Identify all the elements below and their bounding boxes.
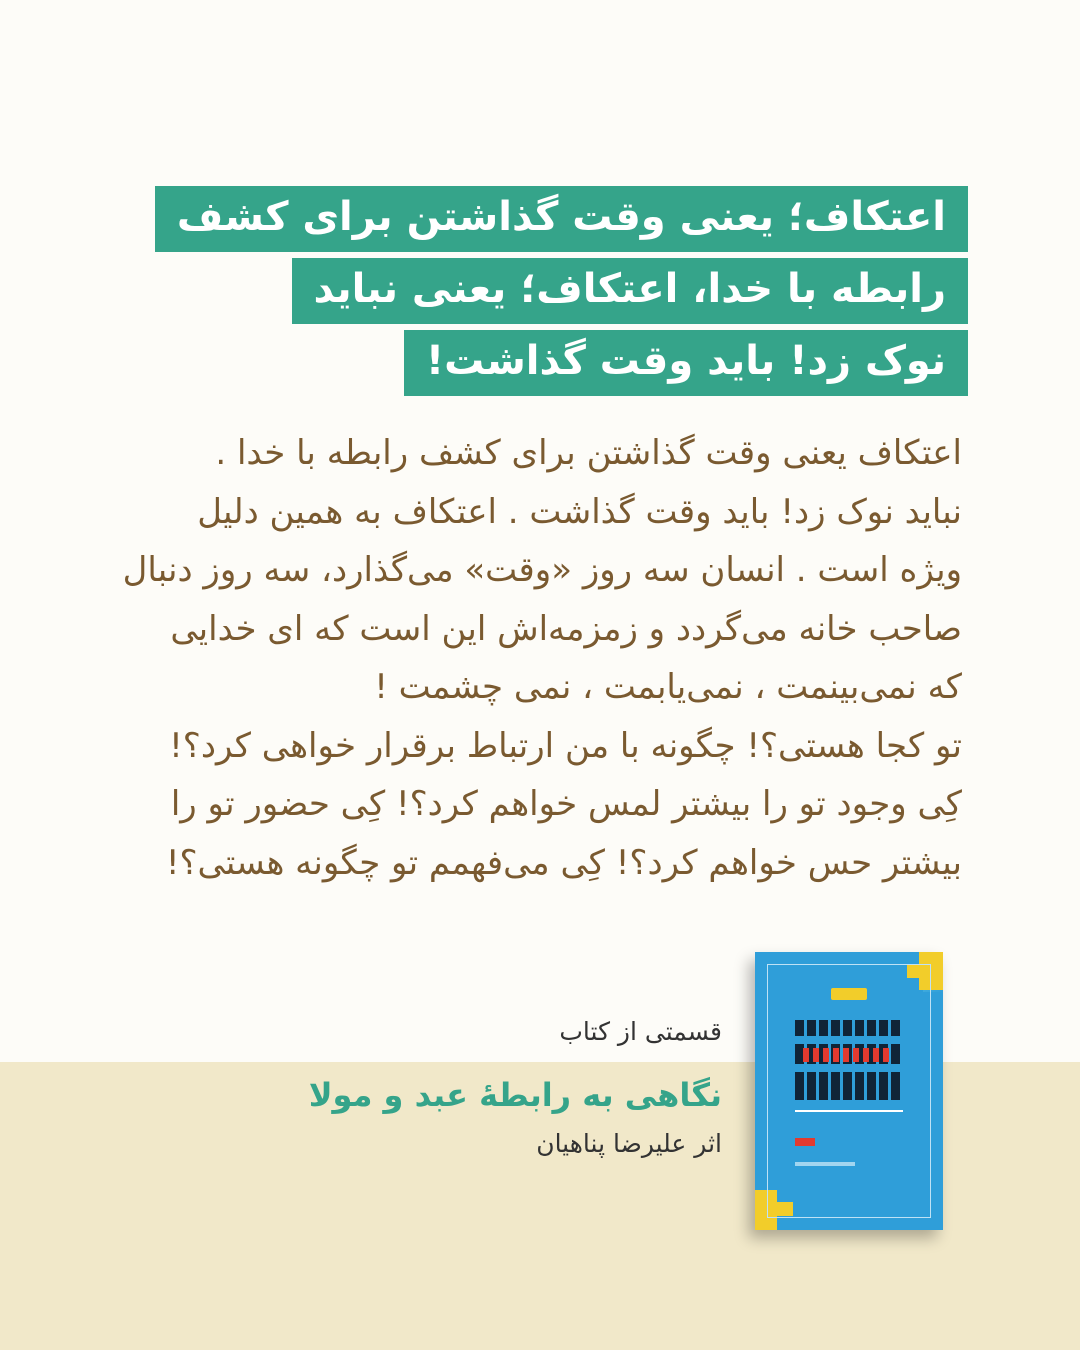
headline-line-2: رابطه با خدا، اعتکاف؛ یعنی نباید <box>292 258 968 324</box>
body-line-8: بیشتر حس خواهم کرد؟! کِی می‌فهمم تو چگونه هستی؟! <box>165 842 962 883</box>
body-line-5: که نمی‌بینمت ، نمی‌یابمت ، نمی چشمت ! <box>374 667 962 707</box>
headline-line-3: نوک زد! باید وقت گذاشت! <box>404 330 968 396</box>
body-line-6: تو کجا هستی؟! چگونه با من ارتباط برقرار خواهی کرد؟! <box>169 725 962 766</box>
body-line-4: صاحب خانه می‌گردد و زمزمه‌اش این است که ای خدایی <box>170 608 962 649</box>
book-calligraphy-accent <box>803 1048 893 1062</box>
body-line-1: اعتکاف یعنی وقت گذاشتن برای کشف رابطه با خدا . <box>215 433 962 473</box>
headline <box>176 186 968 402</box>
body-text <box>122 424 962 892</box>
body-line-7: کِی وجود تو را بیشتر لمس خواهم کرد؟! کِی حضور تو را <box>170 784 962 824</box>
book-cover-author-mark <box>795 1162 855 1166</box>
body-line-3: ویژه است . انسان سه روز «وقت» می‌گذارد، سه روز دنبال <box>122 550 962 590</box>
body-line-2: نباید نوک زد! باید وقت گذاشت . اعتکاف به همین دلیل <box>197 491 962 532</box>
book-cover-image <box>755 952 943 1230</box>
book-cover-tag <box>795 1138 815 1146</box>
caption-intro: قسمتی از کتاب <box>559 1017 722 1046</box>
headline-line-1: اعتکاف؛ یعنی وقت گذاشتن برای کشف <box>155 186 968 252</box>
book-author: اثر علیرضا پناهیان <box>536 1129 722 1158</box>
book-series-badge <box>831 988 867 1000</box>
book-cover-divider <box>795 1110 903 1112</box>
book-title: نگاهی به رابطهٔ عبد و مولا <box>308 1076 722 1114</box>
book-caption <box>222 1012 722 1164</box>
